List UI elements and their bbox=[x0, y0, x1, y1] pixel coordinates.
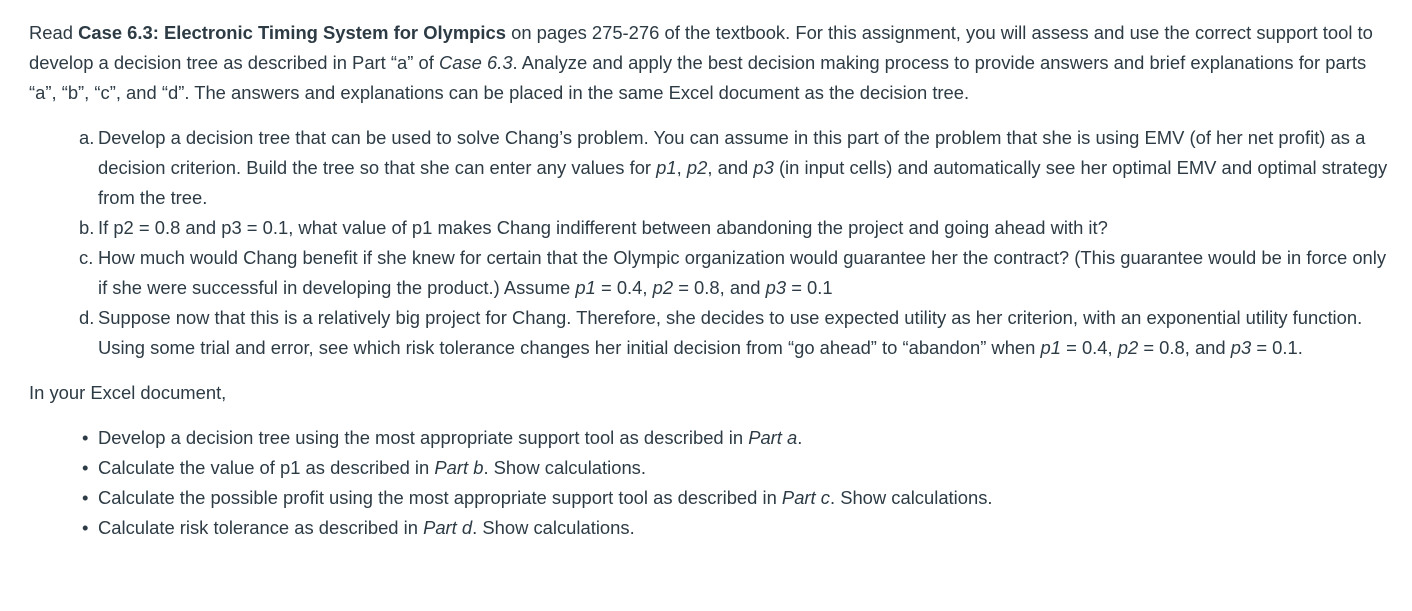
task-text: Calculate risk tolerance as described in bbox=[98, 517, 424, 538]
case-reference: Case 6.3 bbox=[438, 52, 513, 73]
part-d-var-p3: p3 bbox=[1230, 337, 1252, 358]
part-b bbox=[79, 213, 1392, 243]
part-c-marker: c. bbox=[79, 247, 94, 268]
task-item bbox=[82, 483, 1392, 513]
part-a-text-1: Develop a decision tree that can be used to solve Chang’s problem. You can assume in this part of the problem that she is using EMV (of her net profit) as a decision criterion. Build the tree so that she can enter any values for bbox=[98, 127, 1366, 178]
tasks-list bbox=[29, 423, 1392, 543]
part-a-text-2: , bbox=[676, 157, 687, 178]
case-title: Case 6.3: Electronic Timing System for Olympics bbox=[78, 22, 506, 43]
part-d-var-p2: p2 bbox=[1117, 337, 1139, 358]
bullet-icon: • bbox=[82, 517, 89, 538]
parts-list bbox=[29, 123, 1392, 363]
bullet-icon: • bbox=[82, 487, 89, 508]
task-part-ref: Part d bbox=[423, 517, 473, 538]
part-d-text-1: Suppose now that this is a relatively big project for Chang. Therefore, she decides to use expected utility as her criterion, with an exponential utility function. Using some trial and error, see which risk tolerance changes her initial decision from “go ahead” to “abandon” when bbox=[98, 307, 1363, 358]
task-text: Calculate the possible profit using the most appropriate support tool as described in bbox=[98, 487, 782, 508]
task-text-end: . Show calculations. bbox=[829, 487, 993, 508]
part-c bbox=[79, 243, 1392, 303]
part-d bbox=[79, 303, 1392, 363]
task-text-end: . Show calculations. bbox=[483, 457, 646, 478]
part-d-marker: d. bbox=[79, 307, 95, 328]
intro-text-1: Read bbox=[29, 22, 79, 43]
part-c-var-p1: p1 bbox=[575, 277, 596, 298]
part-a-var-p3: p3 bbox=[753, 157, 774, 178]
intro-text-2: on pages 275-276 of the textbook. For this assignment, you will assess and use the correct support tool to develop a decision tree as described in Part “a” of bbox=[29, 22, 1373, 73]
task-item bbox=[82, 513, 1392, 543]
part-c-text-4: = 0.1 bbox=[786, 277, 833, 298]
part-d-var-p1: p1 bbox=[1040, 337, 1061, 358]
part-d-text-2: = 0.4, bbox=[1060, 337, 1118, 358]
bullet-icon: • bbox=[82, 457, 89, 478]
intro-text-3: . Analyze and apply the best decision making process to provide answers and brief explanations for parts “a”, “b”, “c”, and “d”. The answers and explanations can be placed in the same Excel document as the decision tree. bbox=[29, 52, 1367, 103]
part-a-marker: a. bbox=[79, 127, 95, 148]
task-item bbox=[82, 423, 1392, 453]
part-a-var-p1: p1 bbox=[656, 157, 677, 178]
part-a-var-p2: p2 bbox=[686, 157, 708, 178]
task-part-ref: Part b bbox=[434, 457, 484, 478]
part-a-text-3: , and bbox=[707, 157, 754, 178]
task-text-end: . bbox=[797, 427, 803, 448]
part-a-text-4: (in input cells) and automatically see her optimal EMV and optimal strategy from the tree. bbox=[98, 157, 1388, 208]
part-d-text-4: = 0.1. bbox=[1251, 337, 1303, 358]
task-item bbox=[82, 453, 1392, 483]
part-a bbox=[79, 123, 1392, 213]
part-c-text-3: = 0.8, and bbox=[673, 277, 766, 298]
part-b-text: If p2 = 0.8 and p3 = 0.1, what value of p1 makes Chang indifferent between abandoning the project and going ahead with it? bbox=[98, 217, 1108, 238]
task-text: Develop a decision tree using the most appropriate support tool as described in bbox=[98, 427, 749, 448]
part-c-var-p3: p3 bbox=[765, 277, 787, 298]
task-text-end: . Show calculations. bbox=[472, 517, 635, 538]
bullet-icon: • bbox=[82, 427, 89, 448]
task-part-ref: Part c bbox=[781, 487, 830, 508]
excel-lead-text: In your Excel document, bbox=[29, 382, 227, 403]
intro-paragraph bbox=[29, 18, 1392, 108]
task-part-ref: Part a bbox=[748, 427, 798, 448]
part-d-text-3: = 0.8, and bbox=[1138, 337, 1231, 358]
part-b-marker: b. bbox=[79, 217, 95, 238]
part-c-text-2: = 0.4, bbox=[595, 277, 653, 298]
task-text: Calculate the value of p1 as described in bbox=[98, 457, 435, 478]
part-c-text-1: How much would Chang benefit if she knew for certain that the Olympic organization would guarantee her the contract? (This guarantee would be in force only if she were successful in developing the product.) Assume bbox=[98, 247, 1387, 298]
part-c-var-p2: p2 bbox=[652, 277, 674, 298]
